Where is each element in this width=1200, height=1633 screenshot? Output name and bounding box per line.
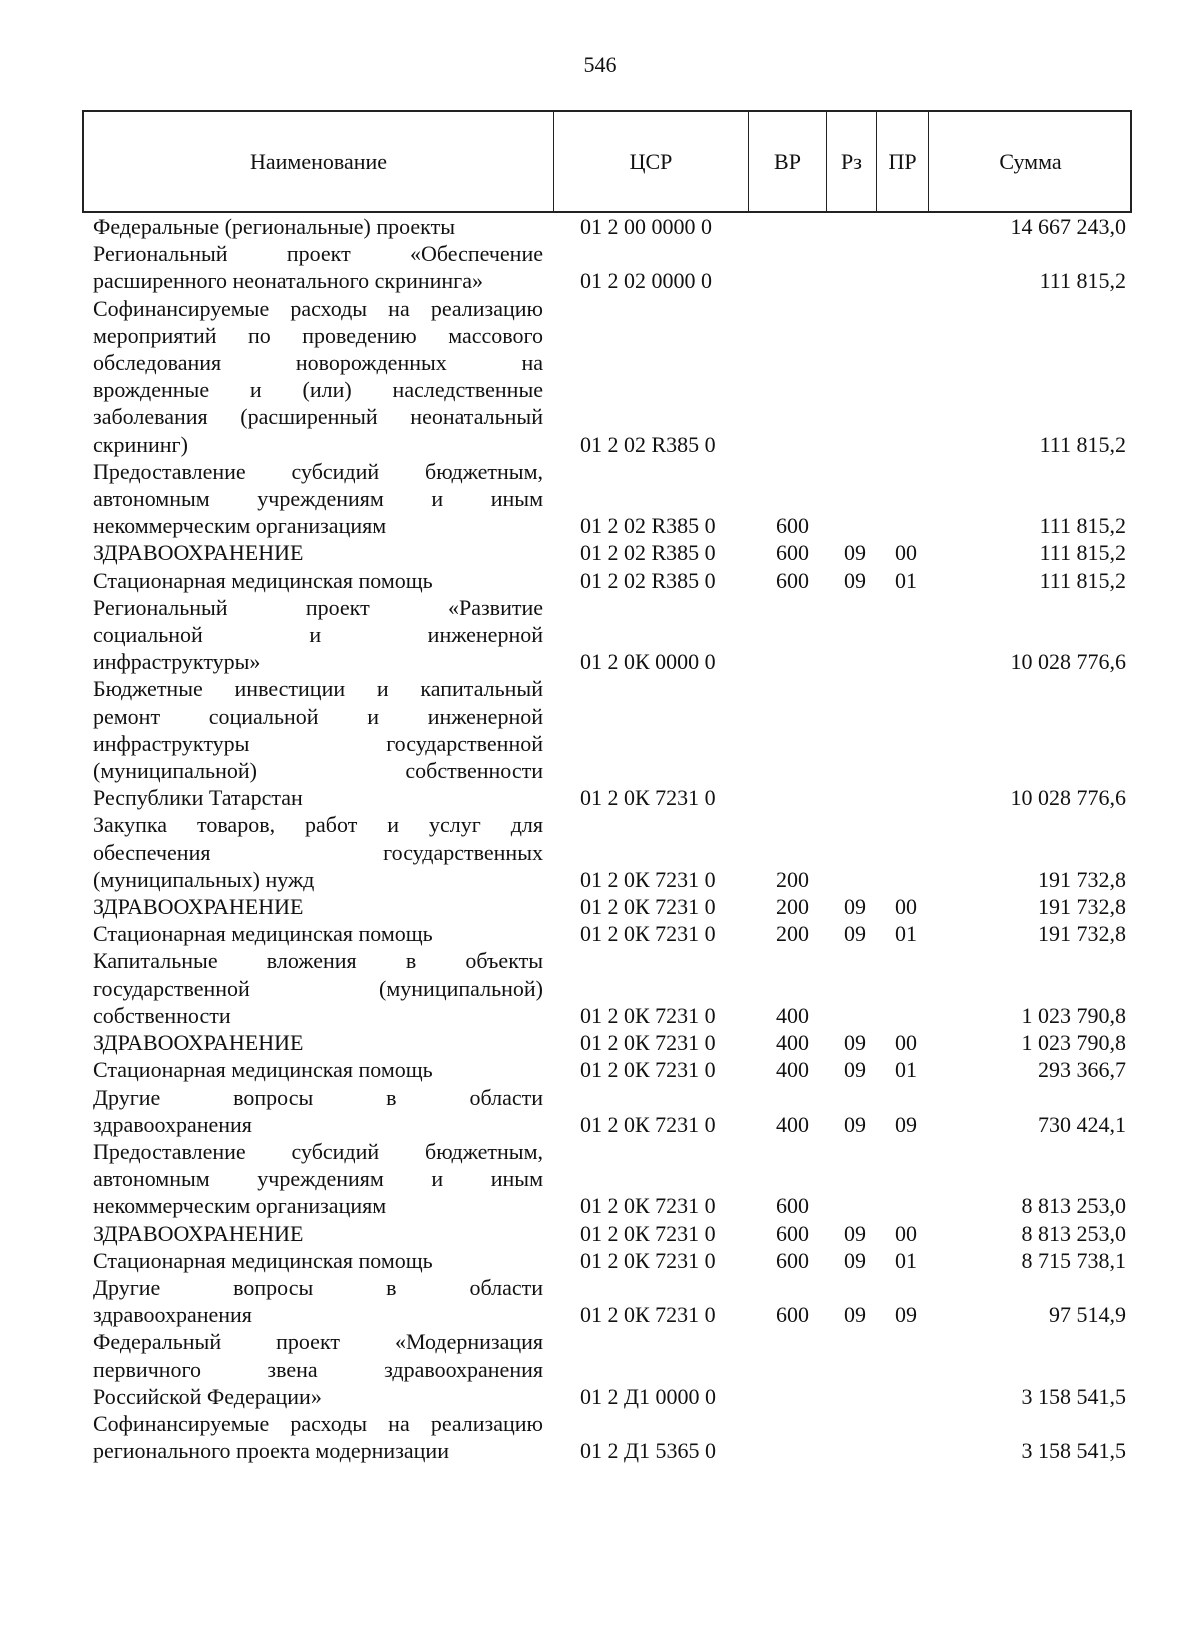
table-header bbox=[82, 110, 1132, 213]
row-name bbox=[93, 1410, 543, 1464]
row-sum: 111 815,2 bbox=[1039, 567, 1126, 593]
row-name bbox=[93, 539, 543, 566]
row-name-line: Бюджетные инвестиции и капитальный bbox=[93, 676, 543, 702]
row-name-line: Предоставление субсидий бюджетным, bbox=[93, 458, 543, 484]
row-csr: 01 2 0К 7231 0 bbox=[580, 921, 716, 947]
row-sum: 8 813 253,0 bbox=[1021, 1220, 1126, 1246]
row-sum: 10 028 776,6 bbox=[1010, 785, 1126, 811]
row-pr: 09 bbox=[895, 1302, 917, 1328]
row-name-line: автономным учреждениям и иным bbox=[93, 486, 543, 512]
row-sum: 730 424,1 bbox=[1038, 1111, 1126, 1137]
table-row bbox=[0, 1410, 1200, 1464]
row-csr: 01 2 0К 7231 0 bbox=[580, 1111, 716, 1137]
row-name-line: Закупка товаров, работ и услуг для bbox=[93, 812, 543, 838]
row-csr: 01 2 Д1 0000 0 bbox=[580, 1383, 717, 1409]
row-sum: 111 815,2 bbox=[1039, 431, 1126, 457]
row-sum: 111 815,2 bbox=[1039, 513, 1126, 539]
row-sum: 111 815,2 bbox=[1039, 540, 1126, 566]
row-name bbox=[93, 458, 543, 540]
row-name bbox=[93, 1138, 543, 1220]
table-row bbox=[0, 1274, 1200, 1328]
table-row bbox=[0, 1138, 1200, 1220]
row-rz: 09 bbox=[844, 567, 866, 593]
row-sum: 191 732,8 bbox=[1038, 866, 1126, 892]
row-sum: 97 514,9 bbox=[1049, 1302, 1126, 1328]
row-sum: 14 667 243,0 bbox=[1010, 214, 1126, 239]
table-body bbox=[0, 213, 1200, 1464]
row-name-line: ЗДРАВООХРАНЕНИЕ bbox=[93, 540, 304, 566]
row-name bbox=[93, 893, 543, 920]
row-name-line: обследования новорожденных на bbox=[93, 350, 543, 376]
row-pr: 00 bbox=[895, 540, 917, 566]
row-name-line: регионального проекта модернизации bbox=[93, 1438, 449, 1464]
row-name-line: некоммерческим организациям bbox=[93, 1193, 387, 1219]
table-row bbox=[0, 458, 1200, 540]
row-name bbox=[93, 1274, 543, 1328]
row-sum: 10 028 776,6 bbox=[1010, 649, 1126, 675]
row-name-line: ЗДРАВООХРАНЕНИЕ bbox=[93, 894, 304, 920]
row-rz: 09 bbox=[844, 540, 866, 566]
row-pr: 00 bbox=[895, 1030, 917, 1056]
row-name-line: врожденные и (или) наследственные bbox=[93, 377, 543, 403]
row-rz: 09 bbox=[844, 1247, 866, 1273]
row-vr: 200 bbox=[776, 921, 809, 947]
row-name-line: социальной и инженерной bbox=[93, 622, 543, 648]
row-vr: 400 bbox=[776, 1057, 809, 1083]
row-name-line: государственной (муниципальной) bbox=[93, 975, 543, 1001]
row-name-line: Капитальные вложения в объекты bbox=[93, 948, 543, 974]
row-name bbox=[93, 1084, 543, 1138]
row-vr: 400 bbox=[776, 1002, 809, 1028]
header-sum: Сумма bbox=[928, 112, 1132, 211]
row-name-line: инфраструктуры государственной bbox=[93, 730, 543, 756]
table-row bbox=[0, 893, 1200, 920]
row-csr: 01 2 0К 7231 0 bbox=[580, 1193, 716, 1219]
row-name-line: Предоставление субсидий бюджетным, bbox=[93, 1138, 543, 1164]
row-rz: 09 bbox=[844, 921, 866, 947]
row-vr: 600 bbox=[776, 1193, 809, 1219]
row-name bbox=[93, 1328, 543, 1410]
header-vr: ВР bbox=[748, 112, 826, 211]
row-rz: 09 bbox=[844, 1220, 866, 1246]
row-name bbox=[93, 213, 543, 240]
row-sum: 3 158 541,5 bbox=[1021, 1383, 1126, 1409]
table-row bbox=[0, 1328, 1200, 1410]
row-csr: 01 2 0К 7231 0 bbox=[580, 1002, 716, 1028]
header-rz: Рз bbox=[826, 112, 876, 211]
row-name-line: Региональный проект «Развитие bbox=[93, 594, 543, 620]
row-rz: 09 bbox=[844, 894, 866, 920]
row-vr: 600 bbox=[776, 567, 809, 593]
page-number: 546 bbox=[583, 52, 617, 77]
table-row bbox=[0, 594, 1200, 676]
row-sum: 293 366,7 bbox=[1038, 1057, 1126, 1083]
row-name-line: расширенного неонатального скрининга» bbox=[93, 268, 483, 294]
row-rz: 09 bbox=[844, 1111, 866, 1137]
row-name-line: ЗДРАВООХРАНЕНИЕ bbox=[93, 1220, 304, 1246]
row-vr: 200 bbox=[776, 894, 809, 920]
row-rz: 09 bbox=[844, 1030, 866, 1056]
row-vr: 600 bbox=[776, 1247, 809, 1273]
row-name-line: Федеральные (региональные) проекты bbox=[93, 214, 455, 239]
row-name-line: (муниципальной) собственности bbox=[93, 758, 543, 784]
row-csr: 01 2 0К 7231 0 bbox=[580, 1247, 716, 1273]
row-csr: 01 2 0К 7231 0 bbox=[580, 1057, 716, 1083]
header-pr: ПР bbox=[876, 112, 928, 211]
row-sum: 191 732,8 bbox=[1038, 894, 1126, 920]
row-name-line: Стационарная медицинская помощь bbox=[93, 921, 433, 947]
row-sum: 3 158 541,5 bbox=[1021, 1438, 1126, 1464]
row-pr: 09 bbox=[895, 1111, 917, 1137]
table-row bbox=[0, 567, 1200, 594]
table-row bbox=[0, 947, 1200, 1029]
table-row bbox=[0, 213, 1200, 240]
row-name-line: скрининг) bbox=[93, 431, 188, 457]
row-vr: 600 bbox=[776, 540, 809, 566]
row-csr: 01 2 02 0000 0 bbox=[580, 268, 712, 294]
row-name bbox=[93, 1056, 543, 1083]
row-pr: 00 bbox=[895, 1220, 917, 1246]
table-row bbox=[0, 295, 1200, 458]
row-name bbox=[93, 567, 543, 594]
row-csr: 01 2 0К 7231 0 bbox=[580, 866, 716, 892]
row-sum: 8 813 253,0 bbox=[1021, 1193, 1126, 1219]
row-csr: 01 2 0К 7231 0 bbox=[580, 785, 716, 811]
row-vr: 600 bbox=[776, 1302, 809, 1328]
row-vr: 200 bbox=[776, 866, 809, 892]
row-csr: 01 2 Д1 5365 0 bbox=[580, 1438, 717, 1464]
header-name: Наименование bbox=[249, 148, 388, 174]
table-row bbox=[0, 1056, 1200, 1083]
row-csr: 01 2 00 0000 0 bbox=[580, 214, 712, 239]
row-name bbox=[93, 1029, 543, 1056]
table-row bbox=[0, 539, 1200, 566]
row-vr: 600 bbox=[776, 1220, 809, 1246]
row-name-line: обеспечения государственных bbox=[93, 839, 543, 865]
row-name-line: Стационарная медицинская помощь bbox=[93, 567, 433, 593]
table-row bbox=[0, 811, 1200, 893]
table-row bbox=[0, 1029, 1200, 1056]
table-row bbox=[0, 240, 1200, 294]
table-row bbox=[0, 1220, 1200, 1247]
row-name bbox=[93, 1220, 543, 1247]
row-vr: 400 bbox=[776, 1111, 809, 1137]
table-row bbox=[0, 920, 1200, 947]
row-csr: 01 2 02 R385 0 bbox=[580, 567, 716, 593]
row-sum: 191 732,8 bbox=[1038, 921, 1126, 947]
row-name-line: некоммерческим организациям bbox=[93, 513, 387, 539]
row-name-line: автономным учреждениям и иным bbox=[93, 1166, 543, 1192]
row-name-line: заболевания (расширенный неонатальный bbox=[93, 404, 543, 430]
row-csr: 01 2 0К 0000 0 bbox=[580, 649, 716, 675]
row-name-line: Российской Федерации» bbox=[93, 1383, 322, 1409]
table-row bbox=[0, 675, 1200, 811]
row-name-line: здравоохранения bbox=[93, 1302, 252, 1328]
row-sum: 1 023 790,8 bbox=[1021, 1002, 1126, 1028]
row-name-line: Региональный проект «Обеспечение bbox=[93, 241, 543, 267]
table-row bbox=[0, 1247, 1200, 1274]
header-csr: ЦСР bbox=[553, 112, 748, 211]
row-name-line: Республики Татарстан bbox=[93, 785, 303, 811]
row-name bbox=[93, 675, 543, 811]
row-name bbox=[93, 1247, 543, 1274]
row-csr: 01 2 0К 7231 0 bbox=[580, 894, 716, 920]
row-name-line: Софинансируемые расходы на реализацию bbox=[93, 295, 543, 321]
row-csr: 01 2 02 R385 0 bbox=[580, 540, 716, 566]
row-name bbox=[93, 594, 543, 676]
row-name bbox=[93, 811, 543, 893]
row-name-line: первичного звена здравоохранения bbox=[93, 1356, 543, 1382]
row-vr: 600 bbox=[776, 513, 809, 539]
row-sum: 1 023 790,8 bbox=[1021, 1030, 1126, 1056]
row-name-line: мероприятий по проведению массового bbox=[93, 322, 543, 348]
row-csr: 01 2 0К 7231 0 bbox=[580, 1030, 716, 1056]
row-pr: 01 bbox=[895, 1247, 917, 1273]
row-name-line: (муниципальных) нужд bbox=[93, 866, 315, 892]
row-rz: 09 bbox=[844, 1057, 866, 1083]
row-name-line: инфраструктуры» bbox=[93, 649, 261, 675]
row-csr: 01 2 02 R385 0 bbox=[580, 431, 716, 457]
row-pr: 01 bbox=[895, 1057, 917, 1083]
row-csr: 01 2 0К 7231 0 bbox=[580, 1220, 716, 1246]
row-csr: 01 2 0К 7231 0 bbox=[580, 1302, 716, 1328]
table-row bbox=[0, 1084, 1200, 1138]
row-name-line: Федеральный проект «Модернизация bbox=[93, 1329, 543, 1355]
row-rz: 09 bbox=[844, 1302, 866, 1328]
row-pr: 01 bbox=[895, 567, 917, 593]
row-name-line: собственности bbox=[93, 1002, 231, 1028]
row-vr: 400 bbox=[776, 1030, 809, 1056]
row-name-line: Софинансируемые расходы на реализацию bbox=[93, 1410, 543, 1436]
row-pr: 00 bbox=[895, 894, 917, 920]
row-name-line: Стационарная медицинская помощь bbox=[93, 1057, 433, 1083]
row-pr: 01 bbox=[895, 921, 917, 947]
row-name bbox=[93, 240, 543, 294]
row-sum: 111 815,2 bbox=[1039, 268, 1126, 294]
row-name-line: здравоохранения bbox=[93, 1111, 252, 1137]
row-name-line: Другие вопросы в области bbox=[93, 1274, 543, 1300]
row-name-line: Другие вопросы в области bbox=[93, 1084, 543, 1110]
row-name bbox=[93, 947, 543, 1029]
row-name-line: Стационарная медицинская помощь bbox=[93, 1247, 433, 1273]
row-name bbox=[93, 920, 543, 947]
row-name bbox=[93, 295, 543, 458]
row-name-line: ЗДРАВООХРАНЕНИЕ bbox=[93, 1030, 304, 1056]
row-name-line: ремонт социальной и инженерной bbox=[93, 703, 543, 729]
row-sum: 8 715 738,1 bbox=[1021, 1247, 1126, 1273]
row-csr: 01 2 02 R385 0 bbox=[580, 513, 716, 539]
